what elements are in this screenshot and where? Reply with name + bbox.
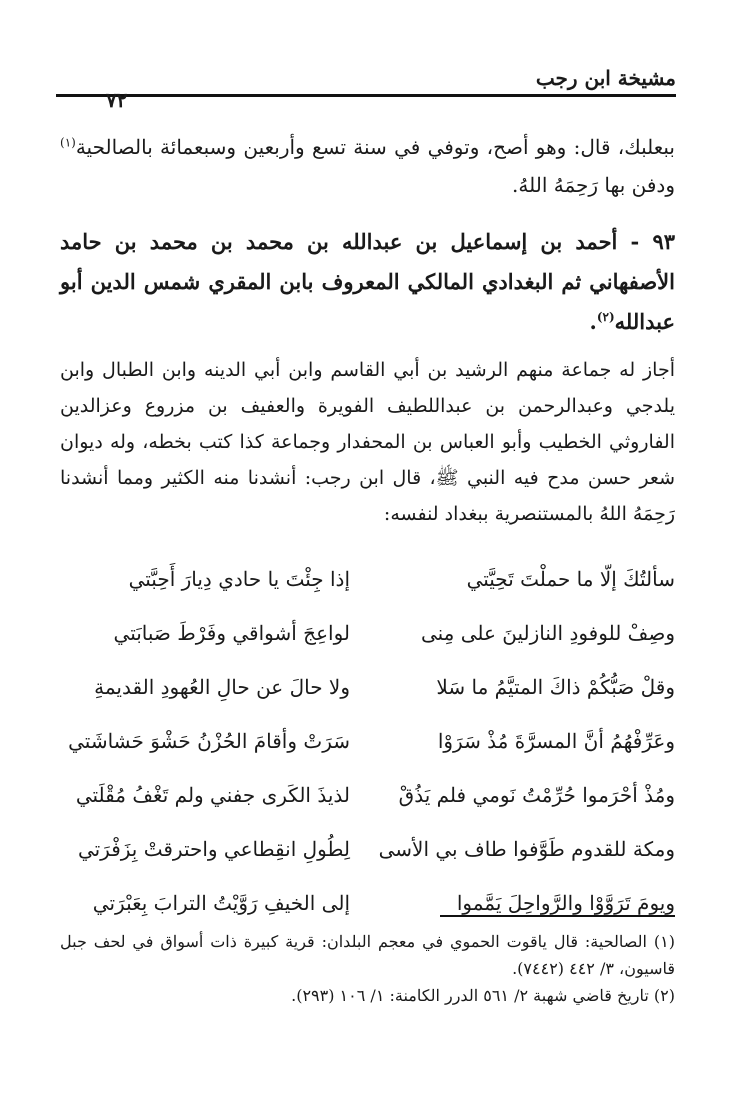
footnote-separator: [440, 915, 675, 917]
verse-second-hemistich: لِطُولِ انقِطاعي واحترقتْ بِزَفْرَتي: [77, 837, 350, 861]
verse-second-hemistich: إذا جِئْتَ يا حادي دِيارَ أَحِبَّتي: [128, 567, 350, 591]
verse-first-hemistich: سألتُكَ إلّا ما حملْتَ تَحِيَّتي: [466, 567, 675, 591]
page-number: ٧٢: [106, 88, 128, 112]
footnote-1: (١) الصالحية: قال ياقوت الحموي في معجم البلدان: قرية كبيرة ذات أسواق في لحف جبل قاسيون، ٣/ ٤٤٢ (٧٤٤٢).: [60, 932, 675, 978]
entry-end: .: [589, 309, 597, 334]
poem-verse: [60, 876, 675, 930]
verse-second-hemistich: سَرَتْ وأقامَ الحُزْنُ حَشْوَ حَشاشَتي: [68, 729, 350, 753]
biography-heading: [60, 222, 675, 342]
verse-second-hemistich: لواعِجَ أشواقي وفَرْطَ صَبابَتي: [113, 621, 350, 645]
header-rule: [56, 94, 676, 97]
footnotes: [60, 928, 675, 1009]
biography-text: أجاز له جماعة منهم الرشيد بن أبي القاسم وابن أبي الدينه وابن الطبال وابن يلدجي وعبدالرحمن بن عبداللطيف الفويرة والعفيف بن مزروع وعزالدين الفاروثي الخطيب وأبو العباس بن المحفدار وجماعة كذا كتب بخطه، وله ديوان شعر حسن مدح فيه النبي ﷺ، قال ابن رجب: أنشدنا منه الكثير ومما أنشدنا رَحِمَهُ اللهُ بالمستنصرية ببغداد لنفسه:: [60, 359, 675, 525]
poem-verse: [60, 606, 675, 660]
verse-first-hemistich: ومُذْ أحْرَموا حُرِّمْتُ نَومي فلم يَذُقْ: [398, 783, 675, 807]
poem-verse: [60, 822, 675, 876]
verse-second-hemistich: إلى الخيفِ رَوَّيْتُ الترابَ بِعَبْرَتي: [92, 891, 350, 915]
intro-text: ببعلبك، قال: وهو أصح، وتوفي في سنة تسع وأربعين وسبعمائة بالصالحية: [75, 135, 675, 159]
verse-first-hemistich: وصِفْ للوفودِ النازلينَ على مِنى: [420, 621, 675, 645]
footnote-2: (٢) تاريخ قاضي شهبة ٢/ ٥٦١ الدرر الكامنة: ١/ ١٠٦ (٢٩٣).: [291, 986, 675, 1005]
verse-second-hemistich: لذيذَ الكَرى جفني ولم تَغْفُ مُقْلَتي: [75, 783, 350, 807]
biography-paragraph: [60, 352, 675, 532]
running-title: مشيخة ابن رجب: [535, 66, 676, 90]
page-header: [56, 64, 676, 114]
poem-verse: [60, 660, 675, 714]
entry-title: ٩٣ - أحمد بن إسماعيل بن عبدالله بن محمد بن محمد بن حامد الأصفهاني ثم البغدادي المالكي المعروف بابن المقري شمس الدين أبو عبدالله: [60, 229, 675, 334]
verse-first-hemistich: ومكة للقدوم طَوَّفوا طاف بي الأسى: [378, 837, 675, 861]
poem: [60, 552, 675, 930]
poem-verse: [60, 768, 675, 822]
footnote-ref-1: (١): [60, 135, 76, 150]
intro-text-end: ودفن بها رَحِمَهُ اللهُ.: [512, 173, 675, 197]
footnote-ref-2: (٢): [596, 310, 615, 324]
verse-first-hemistich: وقلْ صَبُّكُمْ ذاكَ المتيَّمُ ما سَلا: [436, 675, 675, 699]
poem-verse: [60, 552, 675, 606]
verse-second-hemistich: ولا حالَ عن حالِ العُهودِ القديمةِ: [94, 675, 350, 699]
poem-verse: [60, 714, 675, 768]
verse-first-hemistich: وعَرِّفْهُمُ أنَّ المسرَّةَ مُذْ سَرَوْا: [437, 729, 675, 753]
intro-paragraph: [60, 128, 675, 204]
verse-first-hemistich: ويومَ تَرَوَّوْا والرَّواحِلَ يَمَّموا: [456, 891, 675, 915]
